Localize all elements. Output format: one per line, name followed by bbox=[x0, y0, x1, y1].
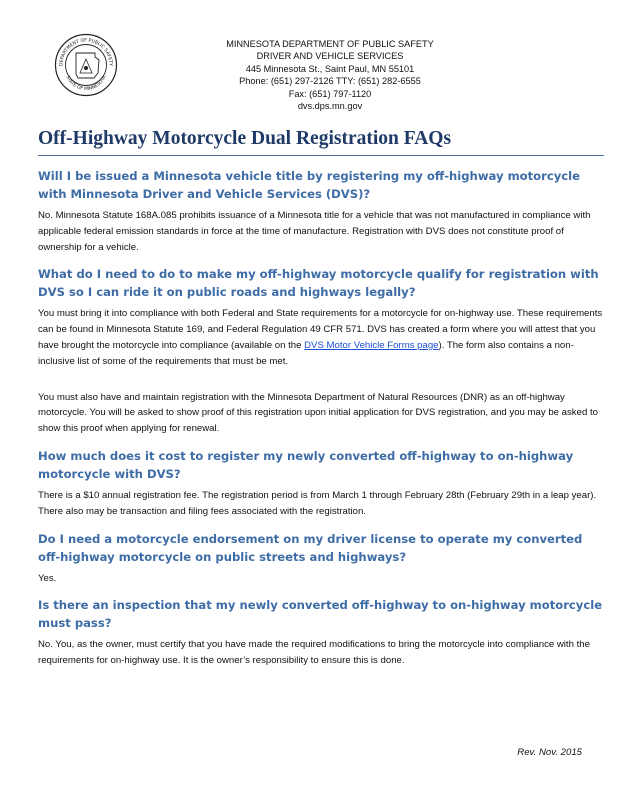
faq-answer bbox=[38, 306, 608, 369]
faq-question: How much does it cost to register my newly converted off-highway to on-highway motorcycle with DVS? bbox=[38, 448, 574, 481]
faq-question: Will I be issued a Minnesota vehicle title by registering my off-highway motorcycle with Minnesota Driver and Vehicle Services (DVS)? bbox=[38, 169, 580, 201]
faq-answer-text: You must bring it into compliance with both Federal and State requirements for a motorcycle for on-highway use. These requirements can be found in Minnesota Statute 169, and Federal Regulation 49 CFR 571. DVS has created a form where you will attest that you have brought the motorcycle into compliance (available on the bbox=[38, 308, 603, 351]
letterhead bbox=[150, 38, 510, 112]
faq-question: Do I need a motorcycle endorsement on my driver license to operate my converted off-highway motorcycle on public streets and highways? bbox=[38, 531, 583, 564]
faq-answer: No. Minnesota Statute 168A.085 prohibits issuance of a Minnesota title for a vehicle that was not manufactured in compliance with applicable federal emission standards in force at the time of manufacture. Registration with DVS does not constitute proof of ownership for a vehicle. bbox=[38, 210, 591, 253]
faq-item bbox=[38, 447, 608, 520]
letterhead-address: 445 Minnesota St., Saint Paul, MN 55101 bbox=[245, 63, 415, 74]
faq-question: What do I need to do to make my off-highway motorcycle qualify for registration with DVS so I can ride it on public roads and highways legally? bbox=[38, 267, 599, 300]
title-divider bbox=[38, 155, 604, 156]
letterhead-fax: Fax: (651) 797-1120 bbox=[288, 88, 372, 99]
letterhead-website: dvs.dps.mn.gov bbox=[297, 101, 363, 112]
faq-item bbox=[38, 596, 608, 669]
faq-answer-paragraph: You must also have and maintain registration with the Minnesota Department of Natural Resources (DNR) as an off-highway motorcycle. You will be asked to show proof of this registration upon initial application for DVS registration, and you may be asked to show this proof when applying for renewal. bbox=[38, 391, 598, 435]
faq-item bbox=[38, 167, 608, 255]
faq-answer: There is a $10 annual registration fee. The registration period is from March 1 through February 28th (February 29th in a leap year). There also may be transaction and filing fees associated with the registration. bbox=[38, 489, 597, 517]
svg-text:STATE OF MINNESOTA: STATE OF MINNESOTA bbox=[64, 75, 108, 93]
department-seal-logo bbox=[54, 33, 118, 97]
letterhead-agency: MINNESOTA DEPARTMENT OF PUBLIC SAFETY bbox=[226, 39, 434, 49]
revision-date: Rev. Nov. 2015 bbox=[517, 747, 582, 758]
letterhead-division: DRIVER AND VEHICLE SERVICES bbox=[256, 51, 404, 62]
faq-answer: Yes. bbox=[38, 572, 57, 584]
faq-question: Is there an inspection that my newly converted off-highway to on-highway motorcycle must pass? bbox=[38, 598, 603, 631]
page-title: Off-Highway Motorcycle Dual Registration FAQs bbox=[38, 128, 452, 149]
faq-answer: No. You, as the owner, must certify that you have made the required modifications to bring the motorcycle into compliance with the requirements for on-highway use. It is the owner’s responsibility to ensure this is done. bbox=[38, 639, 590, 667]
dvs-forms-link[interactable]: DVS Motor Vehicle Forms page bbox=[304, 339, 439, 351]
letterhead-phone: Phone: (651) 297-2126 TTY: (651) 282-6555 bbox=[239, 76, 421, 87]
faq-list bbox=[38, 167, 608, 679]
faq-item bbox=[38, 530, 608, 587]
faq-item bbox=[38, 265, 608, 437]
faq-answer-text: ). The form also contains a non-inclusive list of some of the requirements that must be met. bbox=[38, 339, 574, 367]
svg-text:DEPARTMENT OF PUBLIC SAFETY: DEPARTMENT OF PUBLIC SAFETY bbox=[59, 38, 113, 67]
